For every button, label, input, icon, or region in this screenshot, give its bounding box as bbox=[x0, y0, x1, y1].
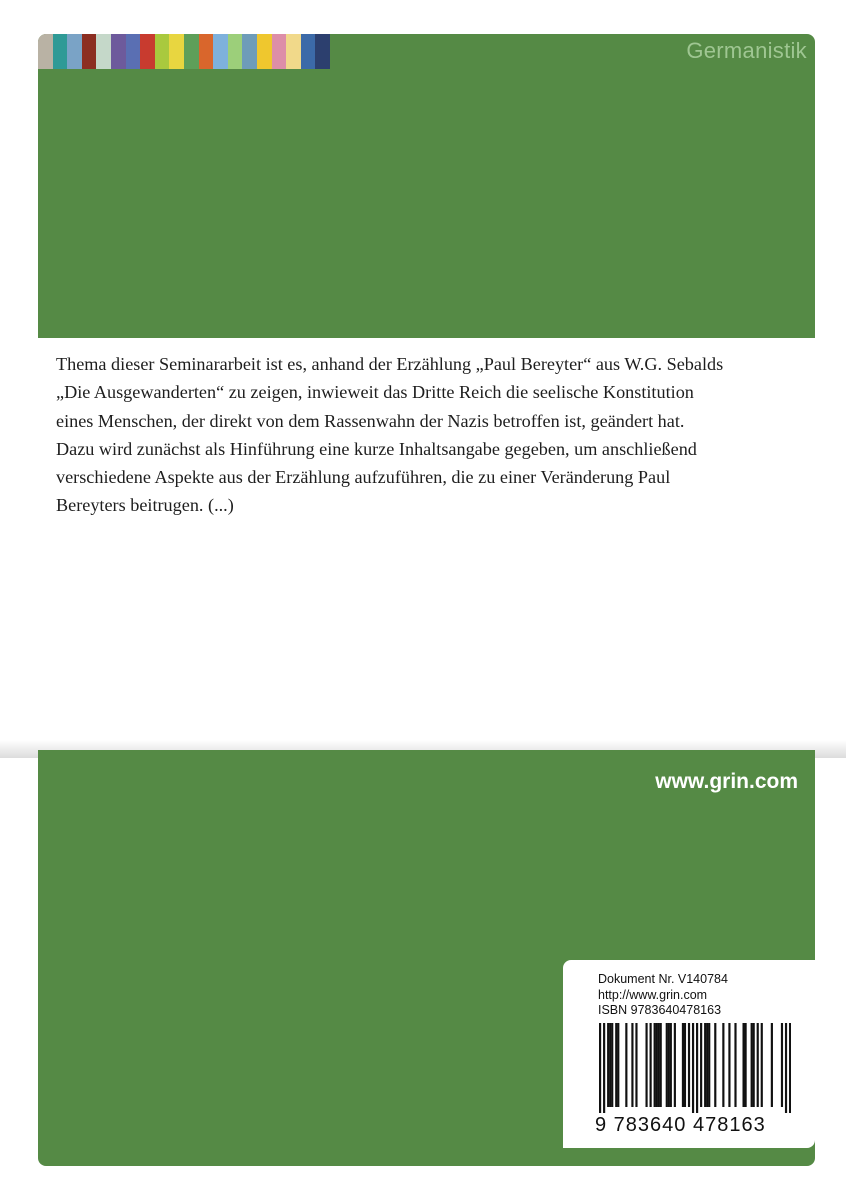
blurb-line: Bereyters beitrugen. (...) bbox=[56, 495, 234, 516]
barcode-bar bbox=[785, 1023, 787, 1113]
barcode-bar bbox=[722, 1023, 724, 1107]
barcode-bar bbox=[781, 1023, 783, 1107]
color-swatch bbox=[82, 34, 97, 69]
barcode-bar bbox=[607, 1023, 609, 1107]
barcode-bar bbox=[645, 1023, 647, 1107]
color-swatch bbox=[126, 34, 141, 69]
barcode-bar bbox=[668, 1023, 670, 1107]
barcode-bar bbox=[789, 1023, 791, 1113]
barcode-bar bbox=[656, 1023, 658, 1107]
color-swatch bbox=[140, 34, 155, 69]
barcode-bar bbox=[742, 1023, 744, 1107]
barcode-bar bbox=[682, 1023, 684, 1107]
barcode-bar bbox=[666, 1023, 668, 1107]
blurb-line: Dazu wird zunächst als Hinführung eine kurze Inhaltsangabe gegeben, um anschließend bbox=[56, 438, 697, 459]
color-swatch bbox=[111, 34, 126, 69]
barcode-bar bbox=[635, 1023, 637, 1107]
barcode-bar bbox=[734, 1023, 736, 1107]
barcode-bar bbox=[696, 1023, 698, 1113]
color-swatch bbox=[53, 34, 68, 69]
color-swatch bbox=[184, 34, 199, 69]
top-cover-panel bbox=[38, 34, 815, 338]
barcode-bar bbox=[708, 1023, 710, 1107]
barcode-bar bbox=[706, 1023, 708, 1107]
barcode-bar bbox=[617, 1023, 619, 1107]
barcode-bar bbox=[688, 1023, 690, 1107]
barcode-bar bbox=[728, 1023, 730, 1107]
blurb-line: Thema dieser Seminararbeit ist es, anhand der Erzählung „Paul Bereyter“ aus W.G. Sebalds bbox=[56, 354, 724, 374]
document-url: http://www.grin.com bbox=[598, 987, 708, 1002]
barcode-bar bbox=[714, 1023, 716, 1107]
barcode-bar bbox=[603, 1023, 605, 1113]
color-swatch bbox=[257, 34, 272, 69]
barcode-bar bbox=[650, 1023, 652, 1107]
barcode-bar bbox=[684, 1023, 686, 1107]
barcode-bar bbox=[692, 1023, 694, 1113]
barcode-bar bbox=[609, 1023, 611, 1107]
barcode-image bbox=[599, 1023, 791, 1113]
color-strip bbox=[38, 34, 330, 69]
color-swatch bbox=[169, 34, 184, 69]
blurb-line: verschiedene Aspekte aus der Erzählung aufzuführen, die zu einer Veränderung Paul bbox=[56, 467, 671, 488]
barcode-bar bbox=[700, 1023, 702, 1107]
barcode-bar bbox=[654, 1023, 656, 1107]
barcode-bar bbox=[761, 1023, 763, 1107]
barcode-bar bbox=[670, 1023, 672, 1107]
color-swatch bbox=[213, 34, 228, 69]
barcode-bar bbox=[745, 1023, 747, 1107]
color-swatch bbox=[242, 34, 257, 69]
barcode-bar bbox=[771, 1023, 773, 1107]
barcode-bar bbox=[674, 1023, 676, 1107]
barcode-bar bbox=[660, 1023, 662, 1107]
barcode-bar bbox=[658, 1023, 660, 1107]
blurb-line: eines Menschen, der direkt von dem Rassenwahn der Nazis betroffen ist, geändert hat. bbox=[56, 410, 685, 431]
isbn: ISBN 9783640478163 bbox=[598, 1003, 722, 1017]
website-url[interactable]: www.grin.com bbox=[655, 770, 798, 793]
color-swatch bbox=[38, 34, 53, 69]
barcode-digits: 9 783640 478163 bbox=[595, 1114, 766, 1136]
blurb-text bbox=[56, 350, 776, 520]
color-swatch bbox=[67, 34, 82, 69]
barcode-card bbox=[563, 960, 815, 1148]
color-swatch bbox=[286, 34, 301, 69]
barcode-bar bbox=[631, 1023, 633, 1107]
barcode-bar bbox=[611, 1023, 613, 1107]
color-swatch bbox=[228, 34, 243, 69]
document-info bbox=[598, 972, 728, 1019]
category-label: Germanistik bbox=[686, 38, 807, 63]
color-swatch bbox=[301, 34, 316, 69]
bottom-cover-panel bbox=[38, 750, 815, 1166]
barcode-bar bbox=[625, 1023, 627, 1107]
barcode-bar bbox=[757, 1023, 759, 1107]
document-number: Dokument Nr. V140784 bbox=[598, 972, 728, 986]
color-swatch bbox=[272, 34, 287, 69]
color-swatch bbox=[315, 34, 330, 69]
blurb-line: „Die Ausgewanderten“ zu zeigen, inwieweit das Dritte Reich die seelische Konstitution bbox=[56, 382, 694, 403]
barcode-bar bbox=[615, 1023, 617, 1107]
color-swatch bbox=[155, 34, 170, 69]
barcode-bar bbox=[599, 1023, 601, 1113]
color-swatch bbox=[199, 34, 214, 69]
barcode-bar bbox=[704, 1023, 706, 1107]
barcode-bar bbox=[751, 1023, 753, 1107]
color-swatch bbox=[96, 34, 111, 69]
barcode-bar bbox=[753, 1023, 755, 1107]
